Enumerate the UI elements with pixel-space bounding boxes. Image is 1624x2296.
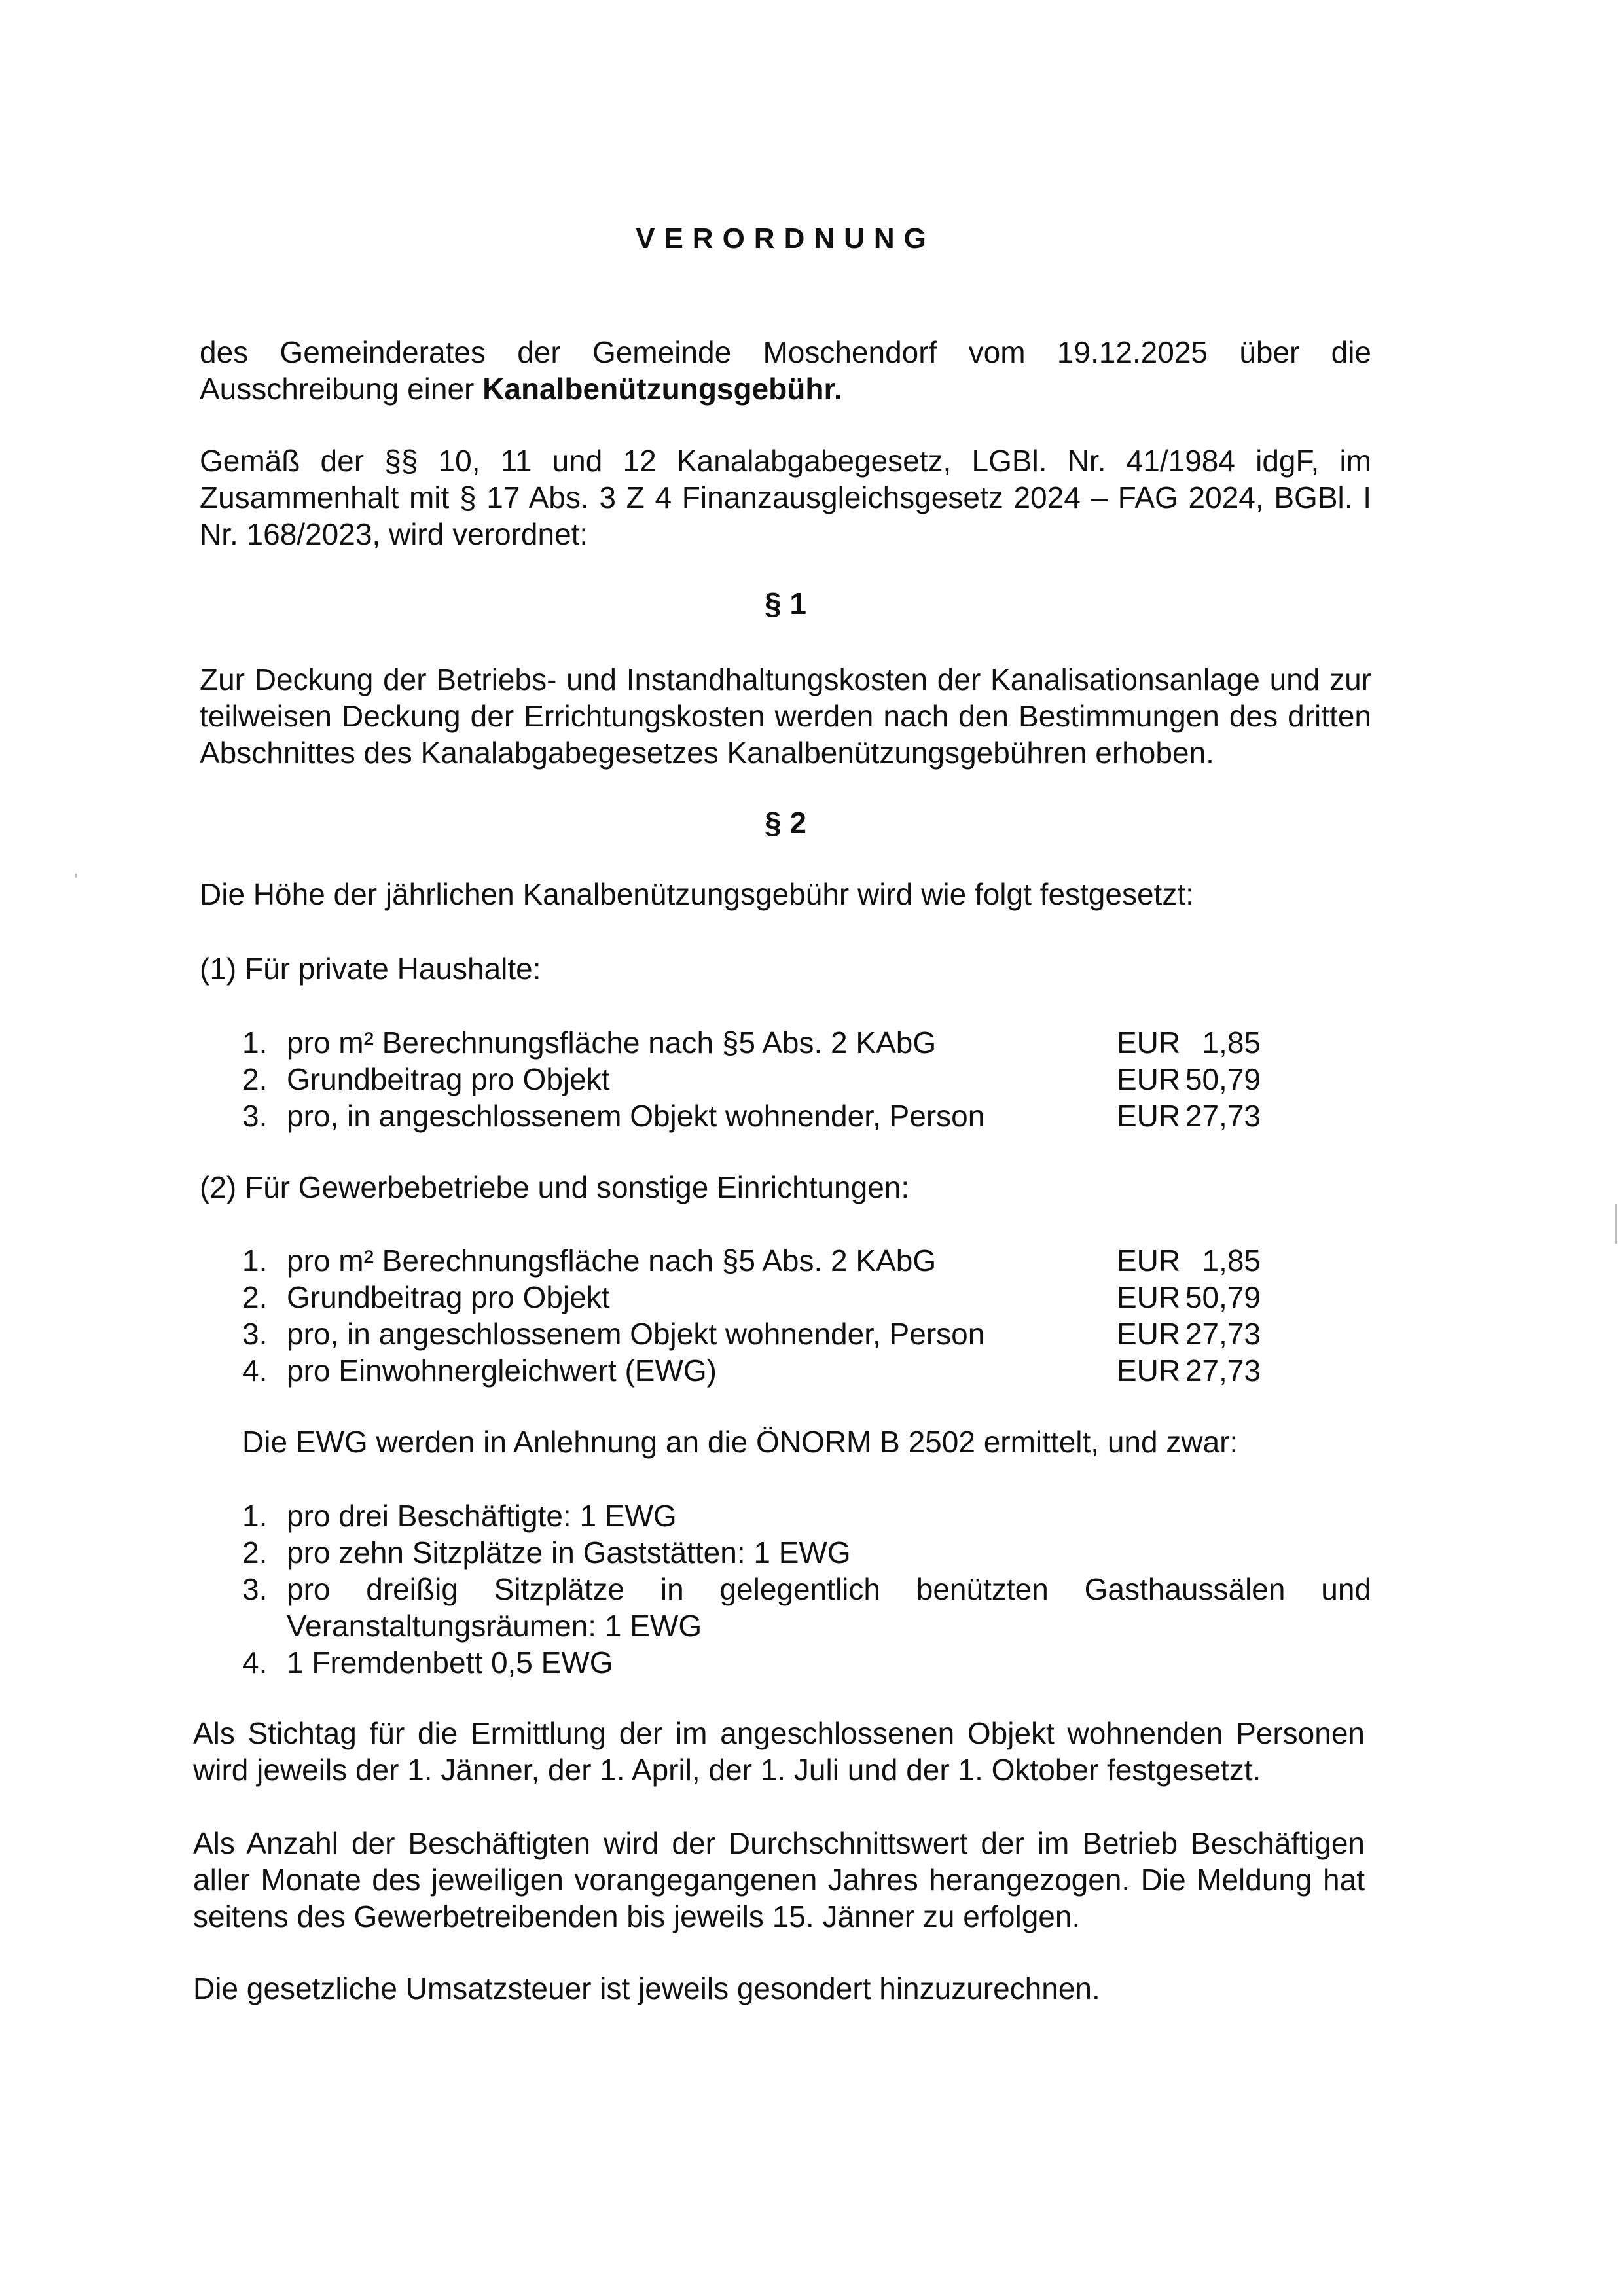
fee-value: 27,73 [1185, 1099, 1261, 1133]
fee-currency: EUR [1117, 1026, 1181, 1060]
ewg-item-number: 1. [242, 1499, 268, 1533]
private-households-heading: (1) Für private Haushalte: [200, 952, 541, 986]
ewg-item-text: pro zehn Sitzplätze in Gaststätten: 1 EWG [287, 1535, 851, 1570]
vat-paragraph: Die gesetzliche Umsatzsteuer ist jeweils gesondert hinzuzurechnen. [193, 1971, 1100, 2005]
fee-number: 4. [242, 1354, 268, 1388]
section-2-heading: § 2 [765, 806, 806, 840]
fee-description: pro m² Berechnungsfläche nach §5 Abs. 2 KAbG [287, 1026, 937, 1060]
ewg-item-text: pro drei Beschäftigte: 1 EWG [287, 1499, 677, 1533]
commercial-heading: (2) Für Gewerbebetriebe und sonstige Einrichtungen: [200, 1170, 910, 1204]
intro-text: des Gemeinderates der Gemeinde Moschendorf vom 19.12.2025 über die Ausschreibung einer [200, 335, 1371, 406]
fee-currency: EUR [1117, 1244, 1181, 1278]
fee-number: 2. [242, 1280, 268, 1314]
ewg-item-number: 2. [242, 1535, 268, 1570]
fee-value: 1,85 [1202, 1244, 1261, 1278]
document-title: VERORDNUNG [636, 223, 935, 255]
fee-number: 2. [242, 1062, 268, 1096]
fee-currency: EUR [1117, 1280, 1181, 1314]
fee-row [242, 1061, 1329, 1098]
intro-bold-fee-name: Kanalbenützungsgebühr. [482, 372, 842, 406]
fee-amount [1117, 1061, 1274, 1098]
section-1-text: Zur Deckung der Betriebs- und Instandhaltungskosten der Kanalisationsanlage und zur teilweisen Deckung der Errichtungskosten werden nach den Bestimmungen des dritten Abschnittes des Kanalabgabegesetzes Kanalbenützungsgebühren erhoben. [200, 662, 1371, 770]
fee-value: 27,73 [1185, 1317, 1261, 1351]
fee-row [242, 1098, 1329, 1134]
section-2-intro: Die Höhe der jährlichen Kanalbenützungsgebühr wird wie folgt festgesetzt: [200, 877, 1194, 911]
fee-amount [1117, 1098, 1274, 1134]
fee-row [242, 1352, 1329, 1389]
ewg-list-item [242, 1644, 1371, 1681]
fee-number: 3. [242, 1099, 268, 1133]
fee-amount [1117, 1352, 1274, 1389]
fee-description: pro, in angeschlossenem Objekt wohnender, Person [287, 1099, 985, 1133]
reference-date-paragraph: Als Stichtag für die Ermittlung der im angeschlossenen Objekt wohnenden Personen wird jeweils der 1. Jänner, der 1. April, der 1. Juli und der 1. Oktober festgesetzt. [193, 1716, 1365, 1787]
fee-number: 1. [242, 1244, 268, 1278]
fee-number: 3. [242, 1317, 268, 1351]
fee-description: Grundbeitrag pro Objekt [287, 1062, 610, 1096]
ewg-list [242, 1498, 1371, 1681]
fee-description: pro Einwohnergleichwert (EWG) [287, 1354, 717, 1388]
fee-amount [1117, 1316, 1274, 1352]
ewg-item-text: 1 Fremdenbett 0,5 EWG [287, 1645, 613, 1679]
scan-artifact-right [1615, 1204, 1617, 1244]
fee-currency: EUR [1117, 1062, 1181, 1096]
fee-value: 1,85 [1202, 1026, 1261, 1060]
ewg-list-item [242, 1534, 1371, 1571]
ewg-item-number: 3. [242, 1572, 268, 1606]
ewg-intro: Die EWG werden in Anlehnung an die ÖNORM B 2502 ermittelt, und zwar: [242, 1425, 1238, 1459]
fee-description: pro m² Berechnungsfläche nach §5 Abs. 2 KAbG [287, 1244, 937, 1278]
fee-value: 50,79 [1185, 1280, 1261, 1314]
fee-row [242, 1279, 1329, 1316]
fee-description: Grundbeitrag pro Objekt [287, 1280, 610, 1314]
ewg-list-item [242, 1498, 1371, 1534]
fee-amount [1117, 1242, 1274, 1279]
ewg-item-text: pro dreißig Sitzplätze in gelegentlich benützten Gasthaussälen und Veranstaltungsräumen: 1 EWG [287, 1572, 1371, 1643]
fee-amount [1117, 1024, 1274, 1061]
legal-basis-paragraph: Gemäß der §§ 10, 11 und 12 Kanalabgabegesetz, LGBl. Nr. 41/1984 idgF, im Zusammenhalt mit § 17 Abs. 3 Z 4 Finanzausgleichsgesetz 2024 – FAG 2024, BGBl. I Nr. 168/2023, wird verordnet: [200, 444, 1371, 551]
fee-description: pro, in angeschlossenem Objekt wohnender, Person [287, 1317, 985, 1351]
scan-artifact-left [75, 874, 77, 878]
fee-value: 50,79 [1185, 1062, 1261, 1096]
fee-row [242, 1242, 1329, 1279]
commercial-fee-list [242, 1242, 1329, 1389]
fee-currency: EUR [1117, 1317, 1181, 1351]
employees-paragraph: Als Anzahl der Beschäftigten wird der Durchschnittswert der im Betrieb Beschäftigen aller Monate des jeweiligen vorangegangenen Jahres herangezogen. Die Meldung hat seitens des Gewerbetreibenden bis jeweils 15. Jänner zu erfolgen. [193, 1826, 1365, 1933]
fee-number: 1. [242, 1026, 268, 1060]
ewg-list-item [242, 1571, 1371, 1644]
fee-row [242, 1024, 1329, 1061]
fee-currency: EUR [1117, 1354, 1181, 1388]
fee-value: 27,73 [1185, 1354, 1261, 1388]
fee-row [242, 1316, 1329, 1352]
fee-amount [1117, 1279, 1274, 1316]
ewg-item-number: 4. [242, 1645, 268, 1679]
intro-paragraph [200, 334, 1371, 407]
private-fee-list [242, 1024, 1329, 1134]
fee-currency: EUR [1117, 1099, 1181, 1133]
section-1-heading: § 1 [765, 586, 806, 620]
